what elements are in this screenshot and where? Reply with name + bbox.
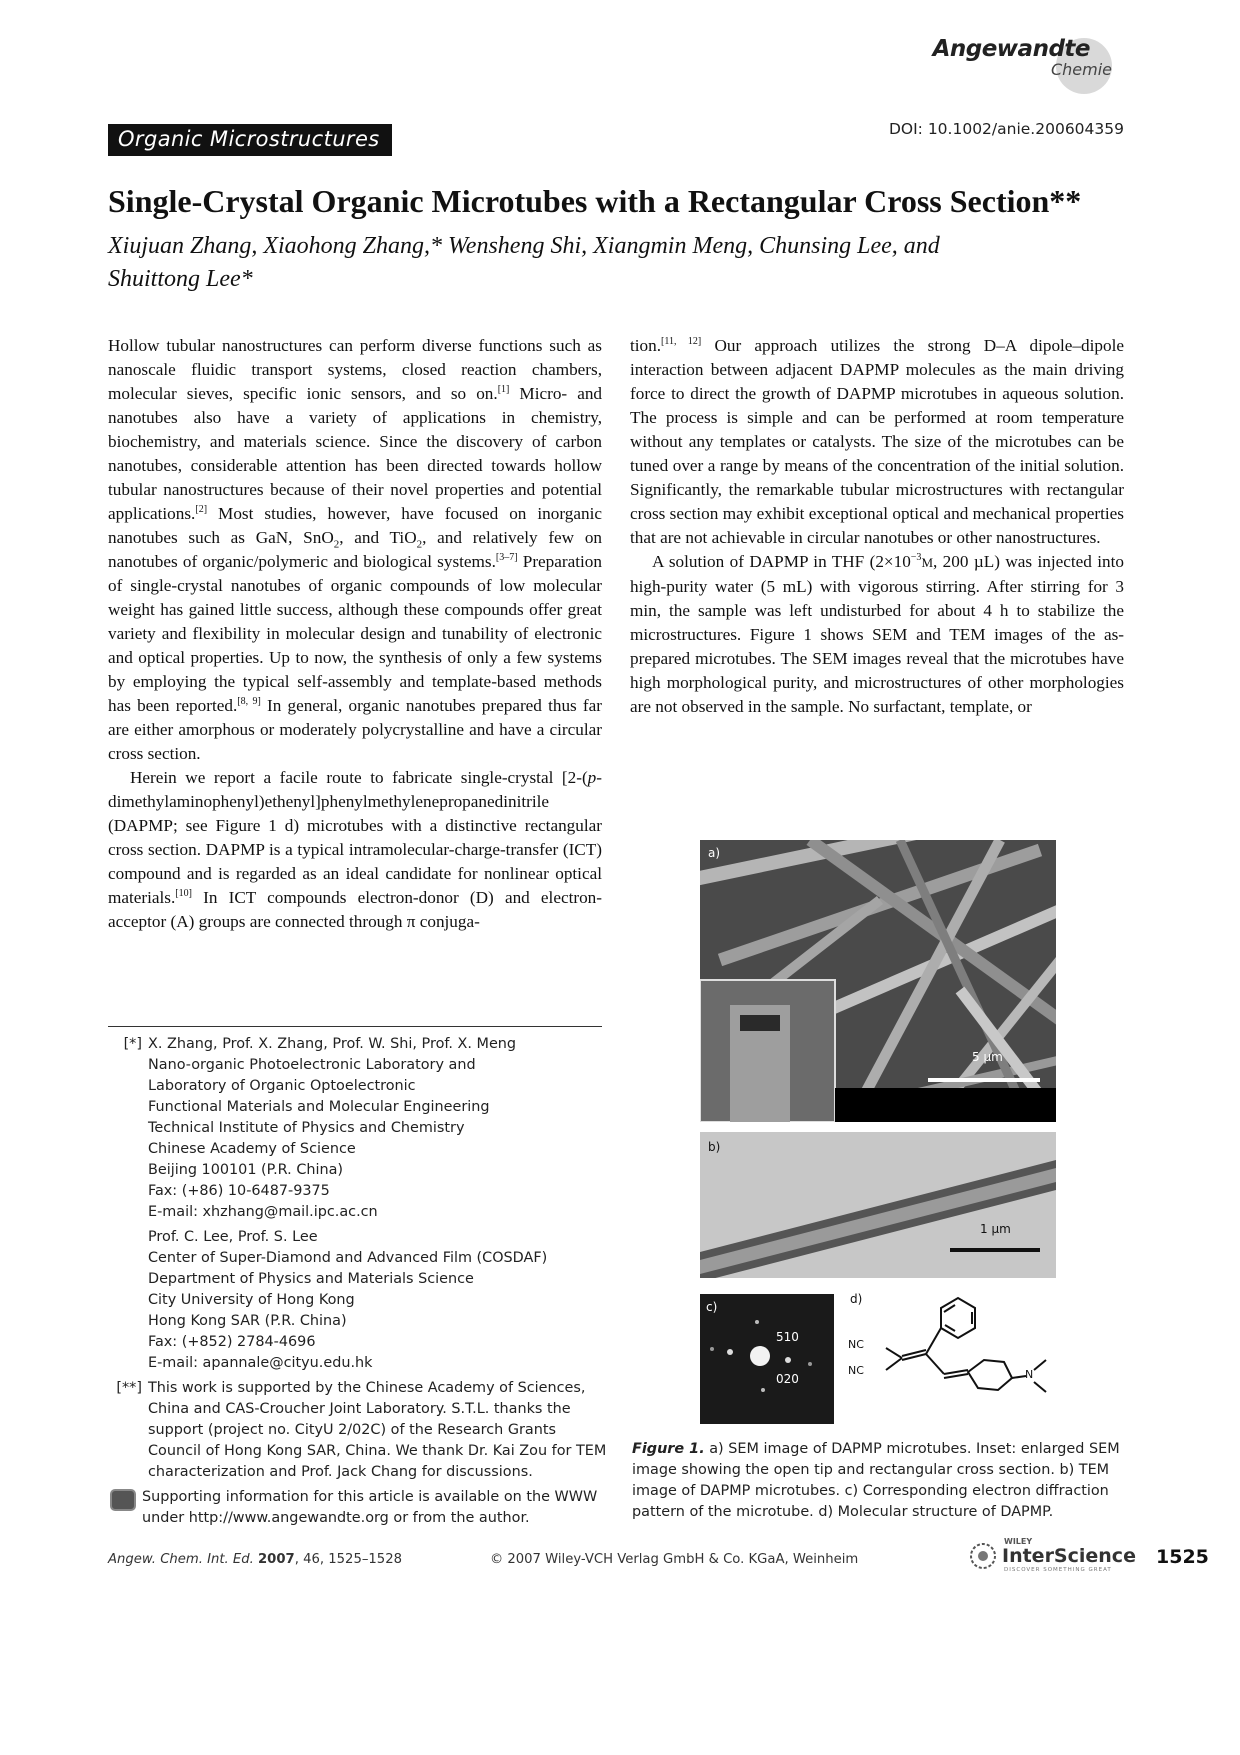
authors-line-1: Xiujuan Zhang, Xiaohong Zhang,* Wensheng Shi, Xiangmin Meng, Chunsing Lee, and: [108, 233, 940, 259]
citation: [108, 1552, 402, 1567]
affiliation-line: Beijing 100101 (P.R. China): [148, 1162, 344, 1178]
interscience-logo[interactable]: [968, 1537, 1158, 1573]
publisher-tagline: DISCOVER SOMETHING GREAT: [1004, 1567, 1112, 1573]
scale-label-b: 1 µm: [980, 1222, 1011, 1236]
supporting-info: [108, 1487, 608, 1529]
scale-label-a: 5 µm: [972, 1050, 1003, 1064]
figure-panel-c-diffraction: [700, 1294, 834, 1424]
affiliation-line: Center of Super-Diamond and Advanced Film (COSDAF): [148, 1250, 548, 1266]
caption-text: a) SEM image of DAPMP microtubes. Inset: enlarged SEM image showing the open tip and rectangular cross section. b) TEM image of DAPMP microtubes. c) Corresponding electron diffraction pattern of the microtube. d) Molecular structure of DAPMP.: [632, 1441, 1120, 1520]
chem-label-nc: NC: [848, 1364, 864, 1377]
article-title: Single-Crystal Organic Microtubes with a Rectangular Cross Section**: [108, 183, 1082, 219]
acknowledgement: [108, 1378, 608, 1483]
affiliation-line: Hong Kong SAR (P.R. China): [148, 1313, 347, 1329]
publisher-small: WILEY: [1004, 1537, 1033, 1546]
authors-line-2: Shuittong Lee*: [108, 266, 253, 292]
chem-label-nc: NC: [848, 1338, 864, 1351]
page-number: 1525: [1156, 1546, 1209, 1568]
citation-year: 2007: [258, 1552, 295, 1567]
body-right-column: [630, 334, 1124, 719]
acknowledgement-text: This work is supported by the Chinese Academy of Sciences, China and CAS-Croucher Joint Laboratory. S.T.L. thanks the support (project no. CityU 2/02C) of the Research Grants Council of Hong Kong SAR, China. We thank Dr. Kai Zou for TEM characterization and Prof. Jack Chang for discussions.: [148, 1380, 607, 1480]
footnotes: [108, 1034, 608, 1529]
body-paragraph: tion.[11, 12] Our approach utilizes the strong D–A dipole–dipole interaction between adjacent DAPMP molecules as the main driving force to direct the growth of DAPMP microtubes in aqueous solution. The process is simple and can be performed at room temperature without any templates or catalysts. The size of the microtubes can be tuned over a range by means of the concentration of the initial solution. Significantly, the remarkable tubular microstructures with rectangular cross section may exhibit exceptional optical and mechanical properties that are not achievable in circular nanotubes or other nanostructures.: [630, 336, 1124, 547]
affiliation-2: [148, 1227, 608, 1374]
affiliation-line: Fax: (+86) 10-6487-9375: [148, 1183, 330, 1199]
email-link[interactable]: E-mail: xhzhang@mail.ipc.ac.cn: [148, 1204, 378, 1220]
publisher-logo-text: InterScience: [1002, 1545, 1136, 1567]
figure-panel-a-sem: [700, 840, 1056, 1122]
copyright: © 2007 Wiley-VCH Verlag GmbH & Co. KGaA, Weinheim: [490, 1552, 859, 1567]
spot-label: 510: [776, 1330, 799, 1344]
journal-logo-sub: Chemie: [1050, 60, 1112, 79]
citation-journal: Angew. Chem. Int. Ed.: [108, 1552, 254, 1567]
author-list: [108, 230, 1108, 296]
affiliation-line: Technical Institute of Physics and Chemistry: [148, 1120, 465, 1136]
affiliation-line: Functional Materials and Molecular Engineering: [148, 1099, 490, 1115]
affiliation-line: Chinese Academy of Science: [148, 1141, 356, 1157]
caption-label: Figure 1.: [632, 1441, 705, 1457]
interscience-globe-icon: [968, 1541, 998, 1571]
footnote-mark: [*]: [123, 1036, 142, 1052]
figure-panel-d-structure: [846, 1290, 1056, 1430]
chem-label-n: N: [1025, 1368, 1034, 1381]
figure-panel-b-tem: [700, 1132, 1056, 1278]
dapmp-structure: [846, 1290, 1056, 1430]
affiliation-line: City University of Hong Kong: [148, 1292, 355, 1308]
section-tag: Organic Microstructures: [108, 124, 392, 156]
diffraction-pattern: [700, 1294, 834, 1424]
doi[interactable]: DOI: 10.1002/anie.200604359: [888, 120, 1124, 138]
affiliation-line: Department of Physics and Materials Science: [148, 1271, 474, 1287]
citation-rest: , 46, 1525–1528: [294, 1552, 402, 1567]
body-paragraph: Hollow tubular nanostructures can perform diverse functions such as nanoscale fluidic transport systems, closed reaction chambers, molecular sieves, specific ionic sensors, and so on.[1] Micro- and nanotubes also have a variety of applications in chemistry, biochemistry, and materials science. Since the discovery of carbon nanotubes, considerable attention has been directed towards hollow tubular nanostructures because of their novel properties and potential applications.[2] Most studies, however, have focused on inorganic nanotubes such as GaN, SnO$_2$, and TiO$_2$, and relatively few on nanotubes of organic/polymeric and biological systems.[3–7] Preparation of single-crystal nanotubes of organic compounds of low molecular weight has gained little success, although these compounds offer great variety and flexibility in molecular design and tunability of electronic and optical properties. Up to now, the synthesis of only a few systems by employing the typical self-assembly and template-based methods has been reported.[8, 9] In general, organic nanotubes prepared thus far are either amorphous or moderately polycrystalline and have a circular cross section.: [108, 336, 603, 763]
tem-microtube-image: [700, 1132, 1056, 1278]
affiliation-1: [148, 1055, 608, 1223]
affiliation-line: Prof. C. Lee, Prof. S. Lee: [148, 1229, 318, 1245]
journal-logo: [932, 32, 1112, 92]
computer-icon: [110, 1489, 136, 1511]
panel-label-b: b): [708, 1140, 721, 1154]
affiliation-line: Laboratory of Organic Optoelectronic: [148, 1078, 416, 1094]
affiliation-line: Nano-organic Photoelectronic Laboratory and: [148, 1057, 476, 1073]
panel-label-c: c): [706, 1300, 718, 1314]
affiliation-line: Fax: (+852) 2784-4696: [148, 1334, 316, 1350]
body-paragraph: A solution of DAPMP in THF ($2\times 10^{-3}M$, 200 µL) was injected into high-purity water (5 mL) with vigorous stirring. After stirring for 3 min, the sample was left undisturbed for about 4 h to stabilize the microstructures. Figure 1 shows SEM and TEM images of the as-prepared microtubes. The SEM images reveal that the microtubes have high morphological purity, and microstructures of other morphologies are not observed in the sample. No surfactant, template, or: [630, 552, 1124, 716]
footnote-rule: [108, 1026, 602, 1027]
panel-label-d: d): [850, 1292, 863, 1306]
panel-label-a: a): [708, 846, 721, 860]
body-paragraph: Herein we report a facile route to fabricate single-crystal [2-(p-dimethylaminophenyl)ethenyl]phenylmethylenepropanedinitrile (DAPMP; see Figure 1 d) microtubes with a distinctive rectangular cross section. DAPMP is a typical intramolecular-charge-transfer (ICT) compound and is regarded as an ideal candidate for nonlinear optical materials.[10] In ICT compounds electron-donor (D) and electron-acceptor (A) groups are connected through π conjuga-: [108, 768, 602, 931]
corresponding-authors: [108, 1034, 608, 1374]
figure-caption: [632, 1439, 1122, 1523]
sem-microtubes-image: [700, 840, 1056, 1122]
footnote-mark: [**]: [116, 1380, 142, 1396]
journal-logo-main: Angewandte: [932, 36, 1090, 62]
body-left-column: [108, 334, 602, 934]
spot-label: 020: [776, 1372, 799, 1386]
supporting-info-text[interactable]: Supporting information for this article is available on the WWW under http://www.angewandte.org or from the author.: [142, 1489, 598, 1526]
email-link[interactable]: E-mail: apannale@cityu.edu.hk: [148, 1355, 373, 1371]
footnote-authors: X. Zhang, Prof. X. Zhang, Prof. W. Shi, Prof. X. Meng: [148, 1036, 517, 1052]
